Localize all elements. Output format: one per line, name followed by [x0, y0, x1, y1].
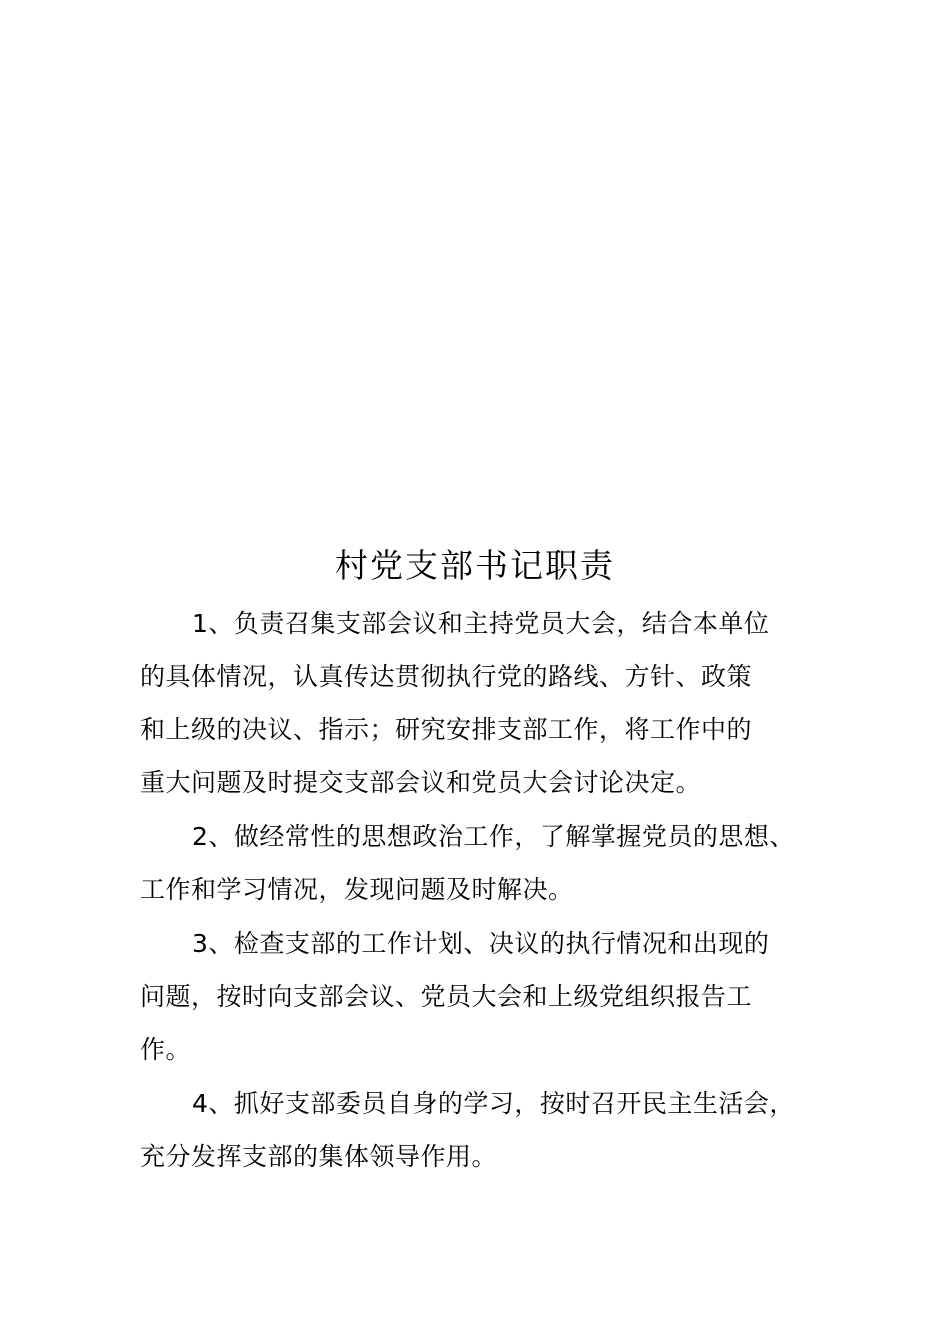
document-title: 村党支部书记职责	[335, 546, 615, 585]
paragraph-line: 作。	[140, 1035, 192, 1064]
paragraph-line: 的具体情况，认真传达贯彻执行党的路线、方针、政策	[140, 662, 753, 691]
paragraph-line: 1、负责召集支部会议和主持党员大会，结合本单位	[192, 609, 770, 638]
paragraph-line: 工作和学习情况，发现问题及时解决。	[140, 875, 574, 904]
document-body	[140, 597, 830, 1184]
paragraph-2	[140, 810, 830, 916]
paragraph-1	[140, 597, 830, 809]
paragraph-line: 2、做经常性的思想政治工作，了解掌握党员的思想、	[192, 822, 795, 851]
paragraph-3	[140, 917, 830, 1076]
paragraph-line: 充分发挥支部的集体领导作用。	[140, 1142, 498, 1171]
paragraph-line: 和上级的决议、指示；研究安排支部工作，将工作中的	[140, 715, 753, 744]
paragraph-line: 问题，按时向支部会议、党员大会和上级党组织报告工	[140, 982, 753, 1011]
paragraph-4	[140, 1077, 830, 1183]
paragraph-line: 重大问题及时提交支部会议和党员大会讨论决定。	[140, 768, 702, 797]
paragraph-line: 3、检查支部的工作计划、决议的执行情况和出现的	[192, 929, 770, 958]
paragraph-line: 4、抓好支部委员自身的学习，按时召开民主生活会，	[192, 1089, 795, 1118]
